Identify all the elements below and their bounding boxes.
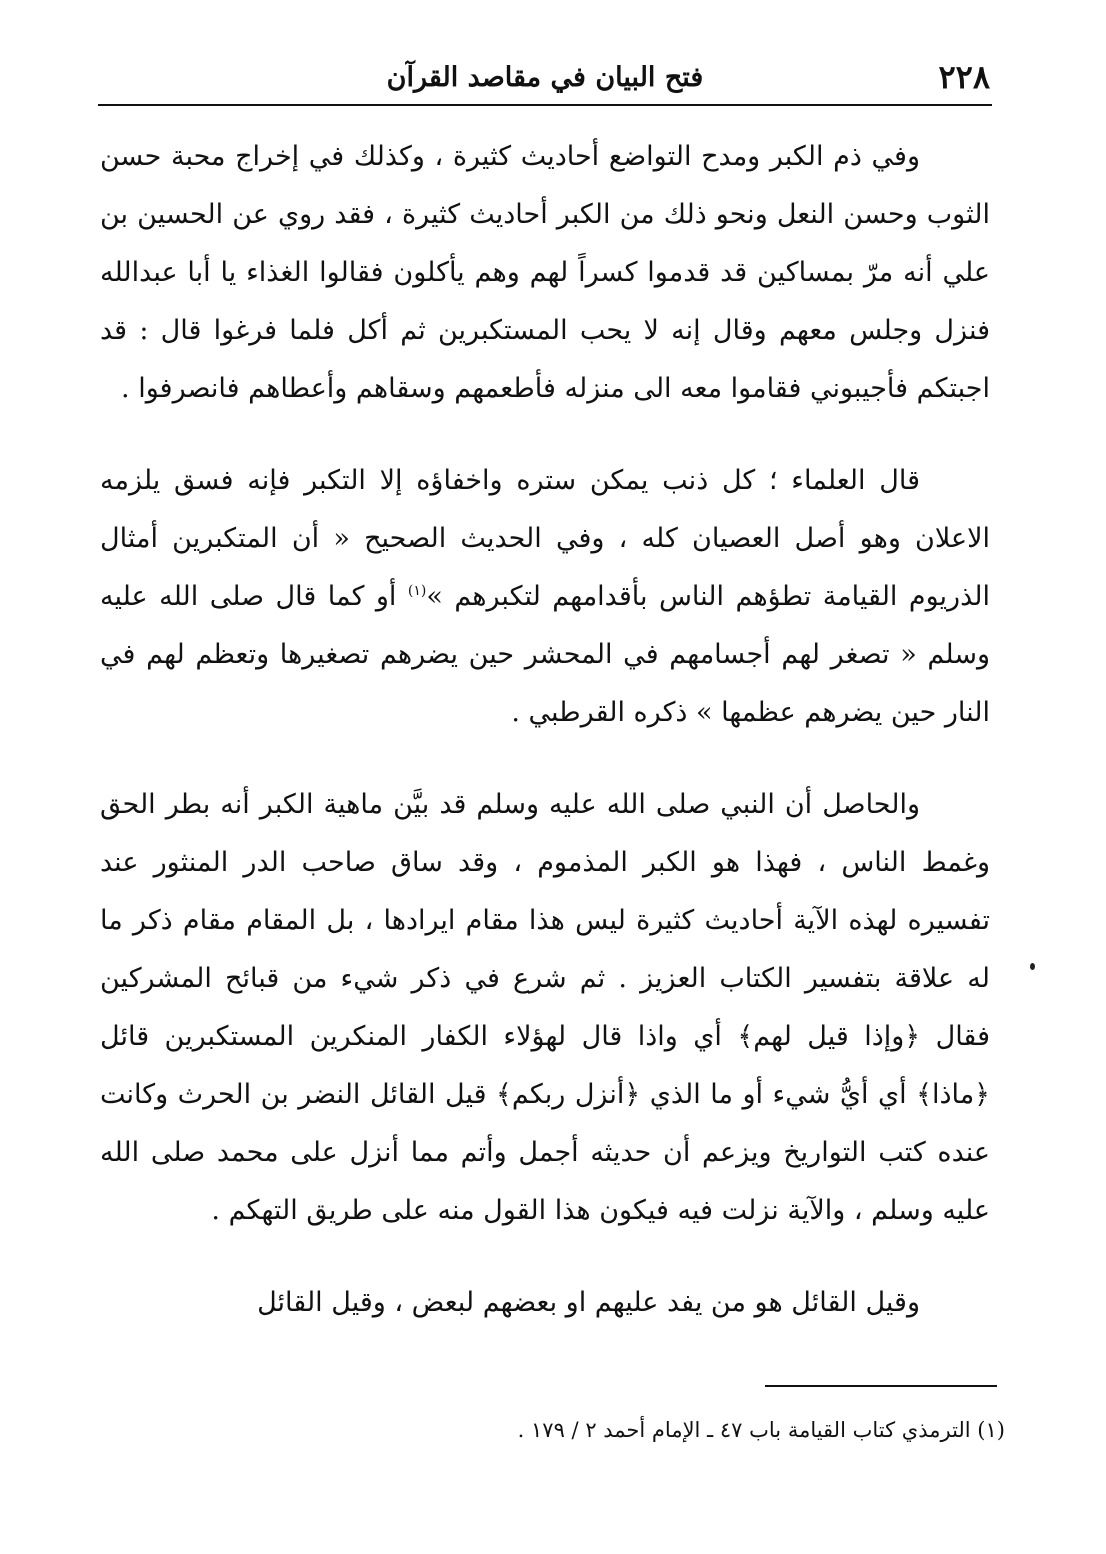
paragraph-text: قال العلماء ؛ كل ذنب يمكن ستره واخفاؤه إلا التكبر فإنه فسق يلزمه الاعلان وهو أصل العصيان كله ، وفي الحديث الصحيح « أن المتكبرين أمثال الذريوم القيامة تطؤهم الناس بأقدامهم لتكبرهم »: [100, 465, 990, 612]
running-header: [100, 52, 990, 104]
margin-mark: [1030, 963, 1035, 970]
paragraph: [100, 452, 990, 742]
paragraph-text: وقيل القائل هو من يفد عليهم او بعضهم لبعض ، وقيل القائل: [257, 1287, 920, 1318]
paragraph-text: والحاصل أن النبي صلى الله عليه وسلم قد بيَّن ماهية الكبر أنه بطر الحق وغمط الناس ، فهذا هو الكبر المذموم ، وقد ساق صاحب الدر المنثور عند تفسيره لهذه الآية أحاديث كثيرة ليس هذا مقام ايرادها ، بل المقام مقام ذكر ما له علاقة بتفسير الكتاب العزيز . ثم شرع في ذكر شيء من قبائح المشركين فقال ﴿وإذا قيل لهم﴾ أي واذا قال لهؤلاء الكفار المنكرين المستكبرين قائل ﴿ماذا﴾ أي أيُّ شيء أو ما الذي ﴿أنزل ربكم﴾ قيل القائل النضر بن الحرث وكانت عنده كتب التواريخ ويزعم أن حديثه أجمل وأتم مما أنزل على محمد صلى الله عليه وسلم ، والآية نزلت فيه فيكون هذا القول منه على طريق التهكم .: [100, 789, 990, 1226]
footnote-separator: [765, 1385, 997, 1387]
paragraph-text: وفي ذم الكبر ومدح التواضع أحاديث كثيرة ، وكذلك في إخراج محبة حسن الثوب وحسن النعل ونحو ذلك من الكبر أحاديث كثيرة ، فقد روي عن الحسين بن علي أنه مرّ بمساكين قد قدموا كسراً لهم وهم يأكلون فقالوا الغذاء يا أبا عبدالله فنزل وجلس معهم وقال إنه لا يحب المستكبرين ثم أكل فلما فرغوا قال : قد اجبتكم فأجيبوني فقاموا معه الى منزله فأطعمهم وسقاهم وأعطاهم فانصرفوا .: [100, 141, 990, 404]
paragraph: [100, 1274, 990, 1332]
book-title: فتح البيان في مقاصد القرآن: [386, 62, 704, 93]
footnote: (١) الترمذي كتاب القيامة باب ٤٧ ـ الإمام أحمد ٢ / ١٧٩ .: [517, 1418, 1005, 1442]
header-rule: [98, 104, 992, 106]
paragraph: [100, 776, 990, 1240]
paragraph-text-continued: أو كما قال صلى الله عليه وسلم « تصغر لهم أجسامهم في المحشر حين يضرهم تصغيرها وتعظم لهم في النار حين يضرهم عظمها » ذكره القرطبي .: [100, 581, 990, 728]
page-number: ٢٢٨: [938, 58, 990, 96]
paragraph: [100, 128, 990, 418]
body-text: [100, 128, 990, 1332]
footnote-reference: (١): [407, 583, 427, 599]
